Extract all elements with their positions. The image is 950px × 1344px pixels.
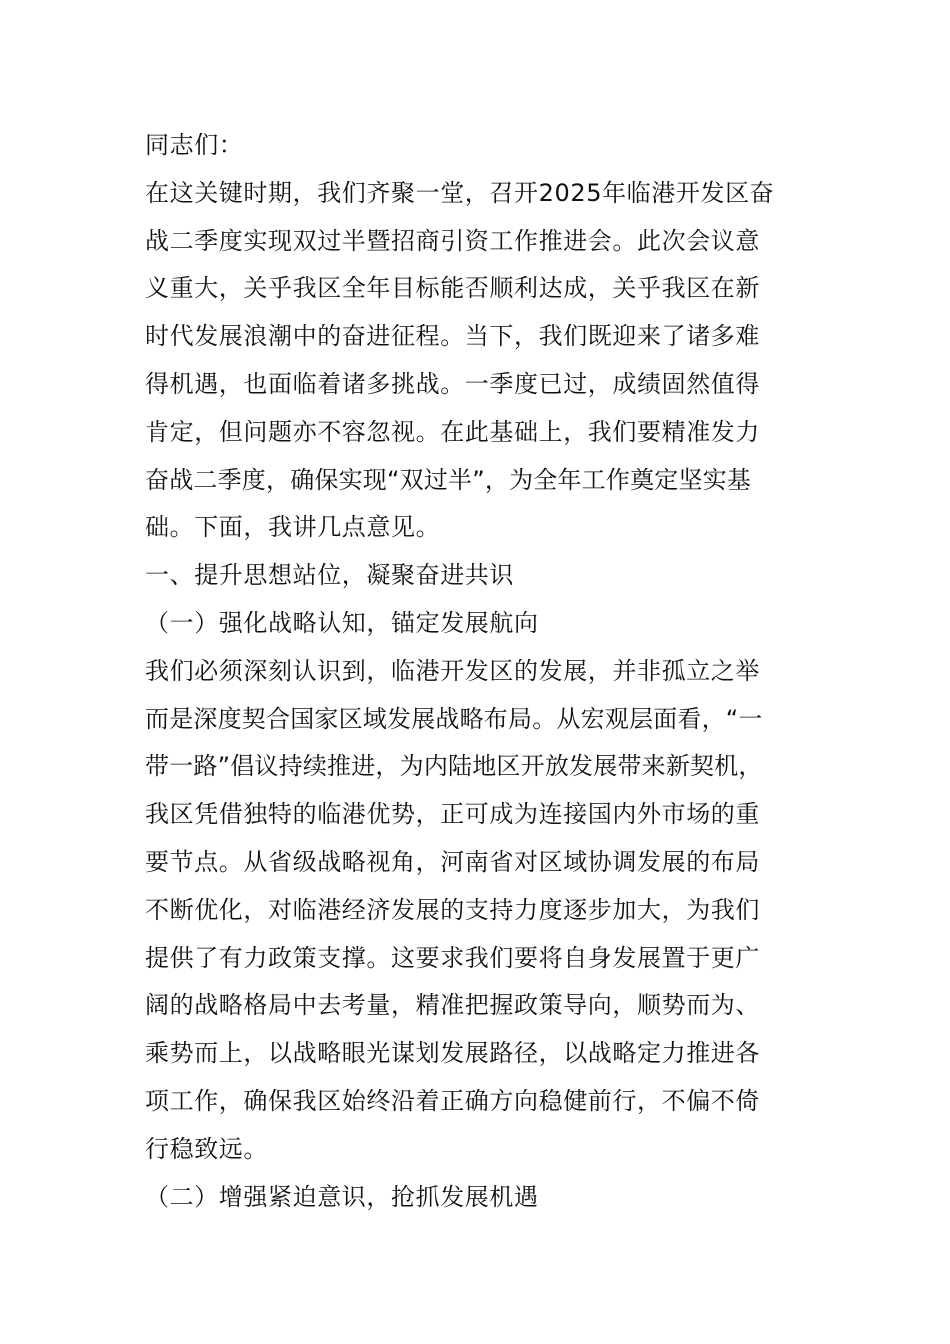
paragraph-line: 乘势而上，以战略眼光谋划发展路径，以战略定力推进各 — [145, 1039, 760, 1068]
paragraph-line: 项工作，确保我区始终沿着正确方向稳健前行，不偏不倚 — [145, 1086, 760, 1115]
paragraph-line: 时代发展浪潮中的奋进征程。当下，我们既迎来了诸多难 — [145, 322, 760, 351]
paragraph-line: 提供了有力政策支撑。这要求我们要将自身发展置于更广 — [145, 943, 760, 972]
paragraph-line: 带一路”倡议持续推进，为内陆地区开放发展带来新契机， — [145, 752, 763, 781]
paragraph-line: 奋战二季度，确保实现“双过半”，为全年工作奠定坚实基 — [145, 465, 752, 494]
subsection-1-paragraph — [145, 648, 810, 1174]
paragraph-line: 阔的战略格局中去考量，精准把握政策导向，顺势而为、 — [145, 991, 760, 1020]
paragraph-line: 在这关键时期，我们齐聚一堂，召开2025年临港开发区奋 — [145, 178, 775, 207]
section-heading-1: 一、提升思想站位，凝聚奋进共识 — [145, 561, 514, 590]
paragraph-line: 义重大，关乎我区全年目标能否顺利达成，关乎我区在新 — [145, 274, 760, 303]
paragraph-line: 不断优化，对临港经济发展的支持力度逐步加大，为我们 — [145, 895, 760, 924]
paragraph-line: 我区凭借独特的临港优势，正可成为连接国内外市场的重 — [145, 800, 760, 829]
paragraph-line: 而是深度契合国家区域发展战略布局。从宏观层面看，“一 — [145, 704, 763, 733]
paragraph-line: 得机遇，也面临着诸多挑战。一季度已过，成绩固然值得 — [145, 369, 760, 398]
document-body — [145, 122, 810, 1221]
paragraph-line: 要节点。从省级战略视角，河南省对区域协调发展的布局 — [145, 847, 760, 876]
paragraph-line: 行稳致远。 — [145, 1134, 268, 1163]
subsection-heading-2: （二）增强紧迫意识，抢抓发展机遇 — [145, 1182, 539, 1211]
paragraph-line: 肯定，但问题亦不容忽视。在此基础上，我们要精准发力 — [145, 417, 760, 446]
paragraph-line: 战二季度实现双过半暨招商引资工作推进会。此次会议意 — [145, 226, 760, 255]
greeting: 同志们： — [145, 131, 244, 159]
intro-paragraph — [145, 170, 810, 552]
paragraph-line: 我们必须深刻认识到，临港开发区的发展，并非孤立之举 — [145, 656, 760, 685]
subsection-heading-1: （一）强化战略认知，锚定发展航向 — [145, 608, 539, 637]
paragraph-line: 础。下面，我讲几点意见。 — [145, 513, 441, 542]
